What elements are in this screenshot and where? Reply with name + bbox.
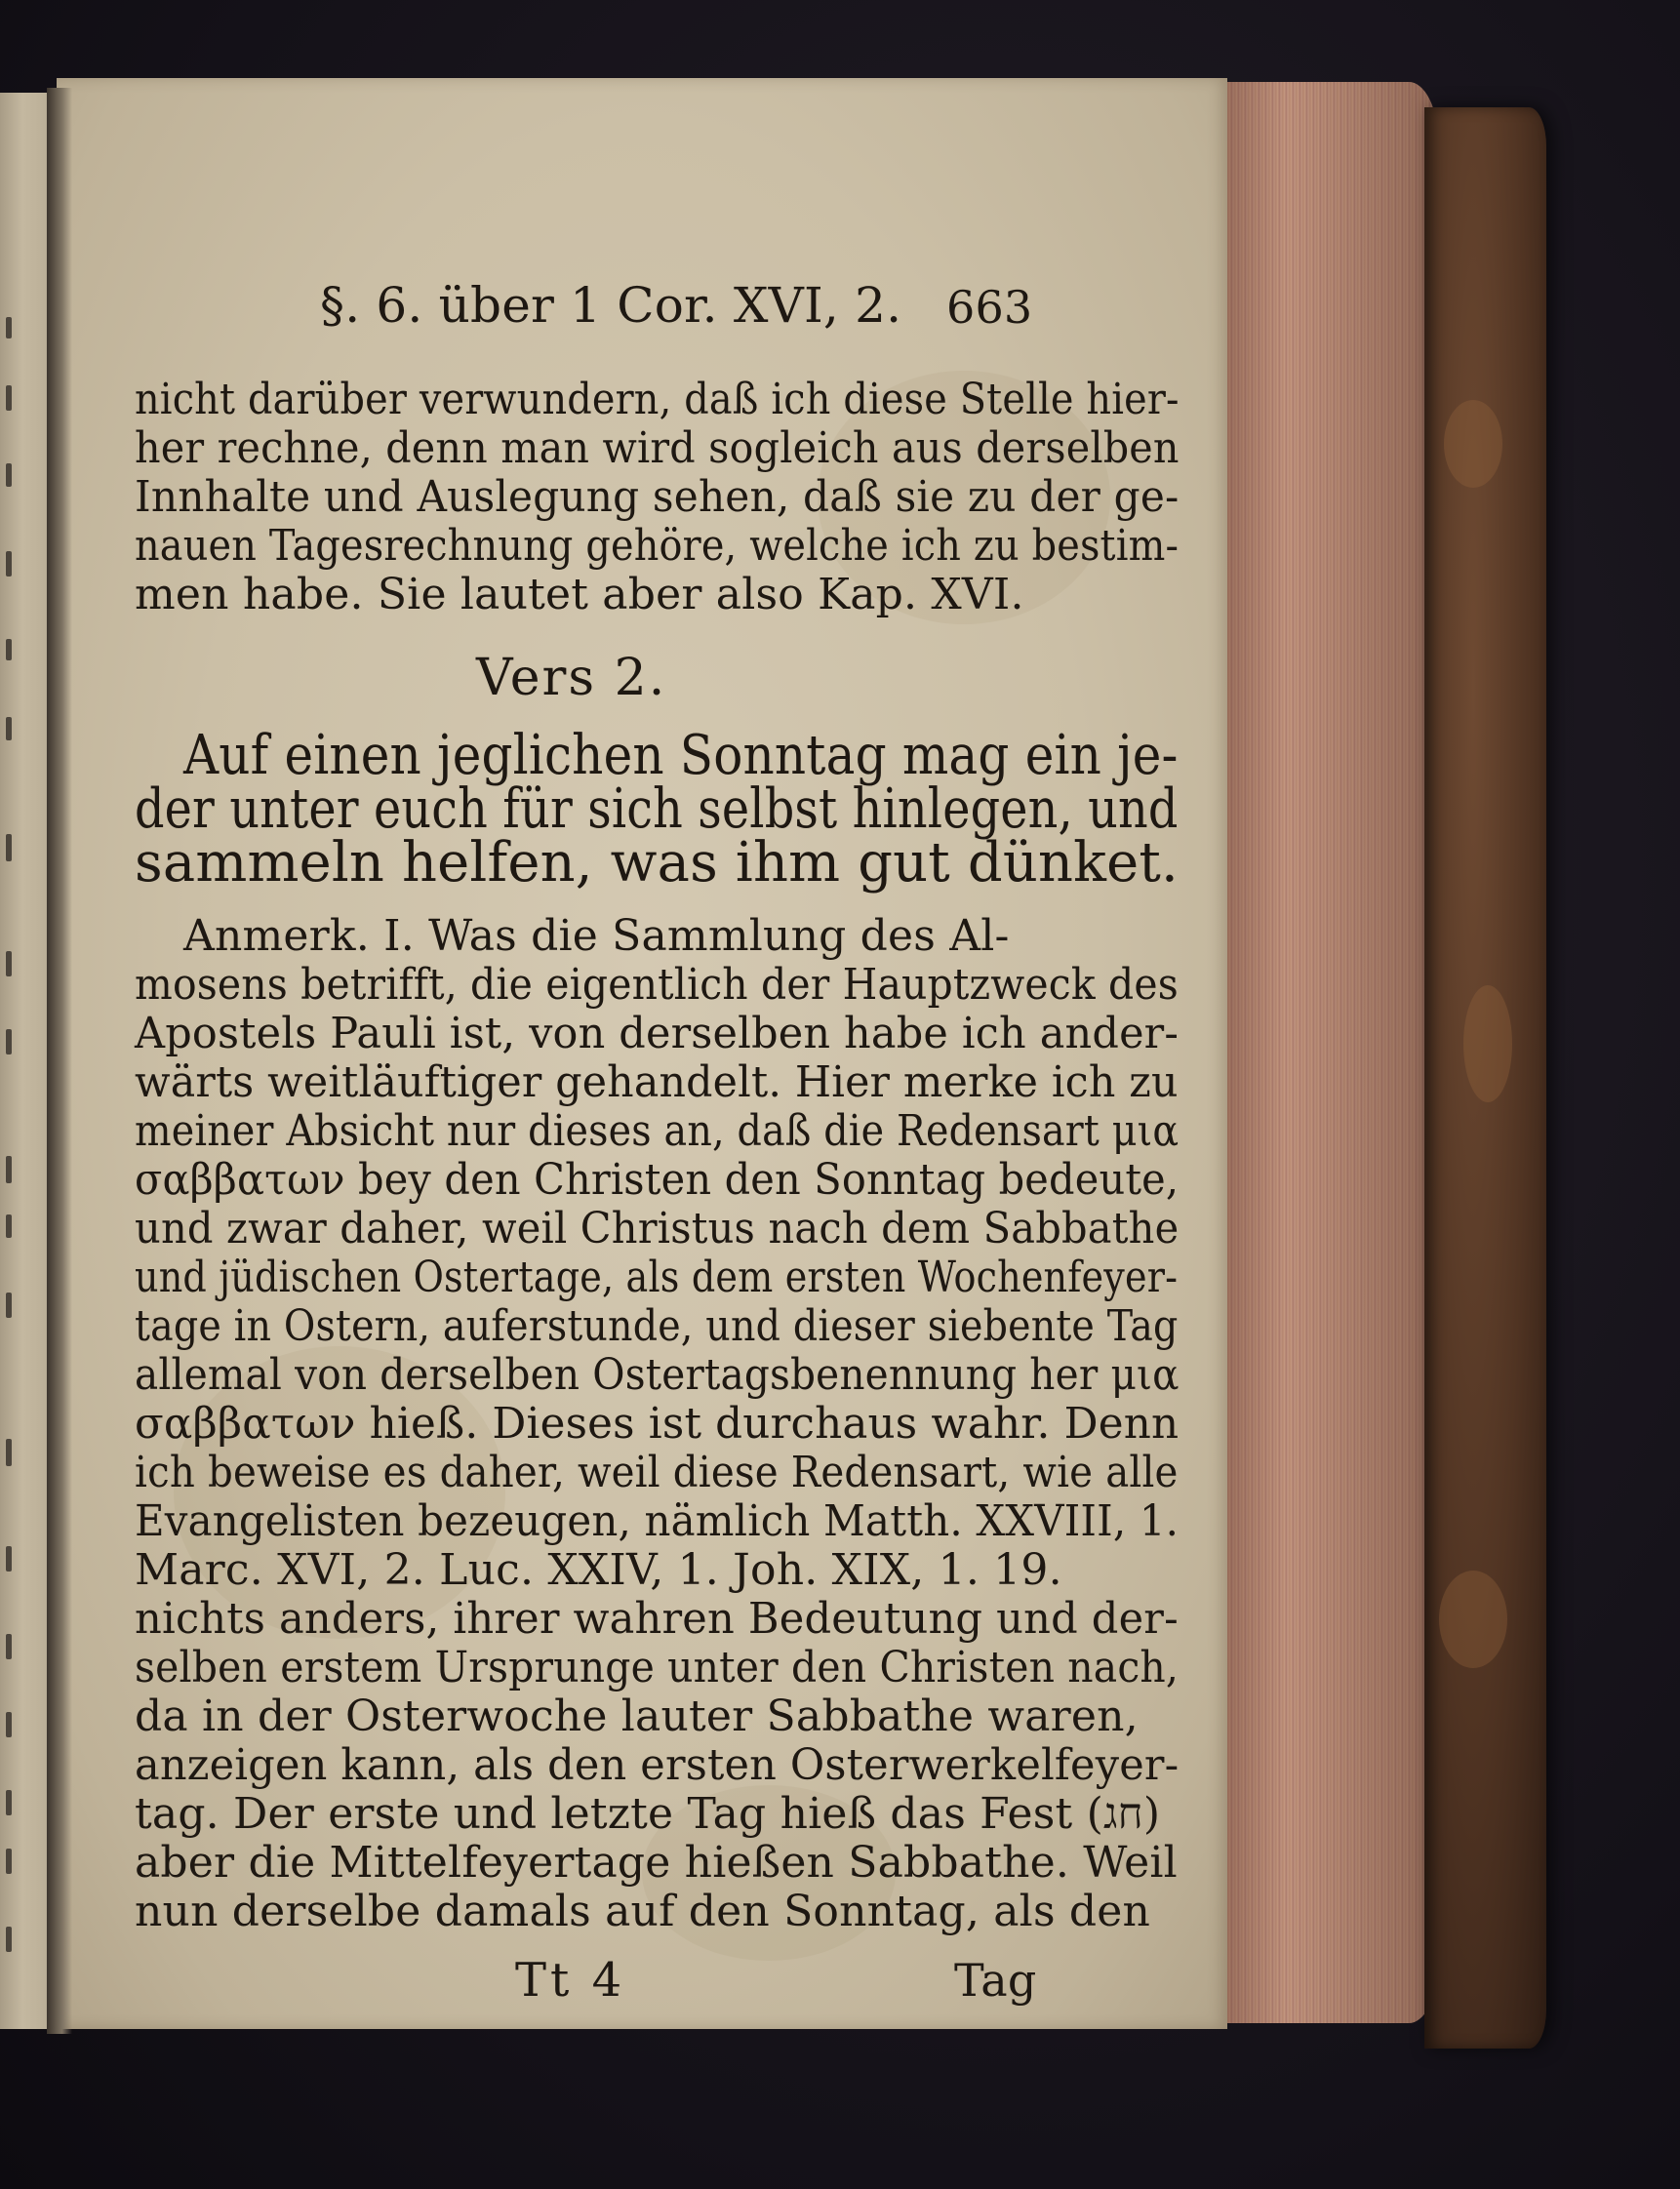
note-line: aber die Mittelfeyertage hießen Sabbathe. Weil	[135, 1838, 1178, 1888]
book-fore-edge	[1221, 82, 1438, 2023]
previous-page-text-fragment	[6, 1790, 12, 1815]
verse-line: der unter euch für sich selbst hinlegen, und	[135, 777, 1179, 841]
note-line: Apostels Pauli ist, von derselben habe ich ander-	[135, 1009, 1180, 1058]
previous-page-text-fragment	[6, 385, 12, 411]
note-line: σαββατων hieß. Dieses ist durchaus wahr. Denn	[135, 1399, 1180, 1449]
previous-page-text-fragment	[6, 1634, 12, 1659]
note-line: tag. Der erste und letzte Tag hieß das Fest (חג)	[135, 1789, 1161, 1839]
previous-page-text-fragment	[6, 834, 12, 861]
text-line: nicht darüber verwundern, daß ich diese Stelle hier-	[135, 375, 1180, 424]
previous-page-text-fragment	[6, 951, 12, 976]
previous-page-text-fragment	[6, 1156, 12, 1183]
note-line: mosens betrifft, die eigentlich der Hauptzweck des	[135, 960, 1179, 1010]
previous-page-text-fragment	[6, 717, 12, 740]
leather-cover	[1424, 107, 1546, 2049]
page-text	[57, 78, 1227, 2029]
book-page	[57, 78, 1227, 2029]
previous-page-text-fragment	[6, 1214, 12, 1238]
text-line: her rechne, denn man wird sogleich aus derselben	[135, 423, 1180, 473]
previous-page-text-fragment	[6, 1712, 12, 1737]
verse-line: sammeln helfen, was ihm gut dünket.	[135, 831, 1179, 895]
verse-line: Auf einen jeglichen Sonntag mag ein je-	[183, 724, 1179, 787]
previous-page-text-fragment	[6, 551, 12, 577]
previous-page-text-fragment	[6, 1439, 12, 1466]
signature-mark: Tt 4	[515, 1953, 626, 2008]
note-line: Evangelisten bezeugen, nämlich Matth. XXVIII, 1.	[135, 1496, 1180, 1546]
leather-wear-spot	[1439, 1571, 1507, 1668]
text-line: Innhalte und Auslegung sehen, daß sie zu der ge-	[135, 472, 1180, 522]
note-line: wärts weitläuftiger gehandelt. Hier merke ich zu	[135, 1057, 1179, 1107]
catchword: Tag	[954, 1954, 1037, 2007]
note-line: selben erstem Ursprunge unter den Christen nach,	[135, 1643, 1180, 1692]
previous-page-text-fragment	[6, 1546, 12, 1572]
note-line: tage in Ostern, auferstunde, und dieser siebente Tag	[135, 1301, 1179, 1351]
text-line: men habe. Sie lautet aber also Kap. XVI.	[135, 570, 1024, 619]
note-line: nun derselbe damals auf den Sonntag, als den	[135, 1887, 1151, 1936]
note-line: da in der Osterwoche lauter Sabbathe waren,	[135, 1692, 1139, 1741]
previous-page-text-fragment	[6, 317, 12, 338]
previous-page-text-fragment	[6, 639, 12, 660]
gutter-shadow	[47, 88, 72, 2034]
page-number: 663	[946, 281, 1033, 334]
previous-page-text-fragment	[6, 1849, 12, 1874]
previous-page-text-fragment	[6, 1927, 12, 1952]
note-line: Anmerk. I. Was die Sammlung des Al-	[183, 911, 1010, 961]
note-line: und zwar daher, weil Christus nach dem Sabbathe	[135, 1204, 1180, 1254]
verse-heading: Vers 2.	[476, 649, 667, 707]
note-line: Marc. XVI, 2. Luc. XXIV, 1. Joh. XIX, 1. 19.	[135, 1545, 1062, 1595]
note-line: anzeigen kann, als den ersten Osterwerkelfeyer-	[135, 1740, 1180, 1790]
text-line: nauen Tagesrechnung gehöre, welche ich zu bestim-	[135, 521, 1180, 571]
note-line: ich beweise es daher, weil diese Redensart, wie alle	[135, 1448, 1179, 1497]
leather-wear-spot	[1463, 985, 1512, 1102]
leather-wear-spot	[1444, 400, 1502, 488]
note-line: allemal von derselben Ostertagsbenennung her μια	[135, 1350, 1180, 1400]
previous-page-text-fragment	[6, 1293, 12, 1318]
note-line: und jüdischen Ostertage, als dem ersten Wochenfeyer-	[135, 1253, 1179, 1302]
previous-page-text-fragment	[6, 463, 12, 487]
note-line: meiner Absicht nur dieses an, daß die Redensart μια	[135, 1106, 1180, 1156]
note-line: σαββατων bey den Christen den Sonntag bedeute,	[135, 1155, 1180, 1205]
note-line: nichts anders, ihrer wahren Bedeutung und der-	[135, 1594, 1179, 1644]
running-title: §. 6. über 1 Cor. XVI, 2.	[320, 277, 902, 334]
previous-page-text-fragment	[6, 1029, 12, 1055]
